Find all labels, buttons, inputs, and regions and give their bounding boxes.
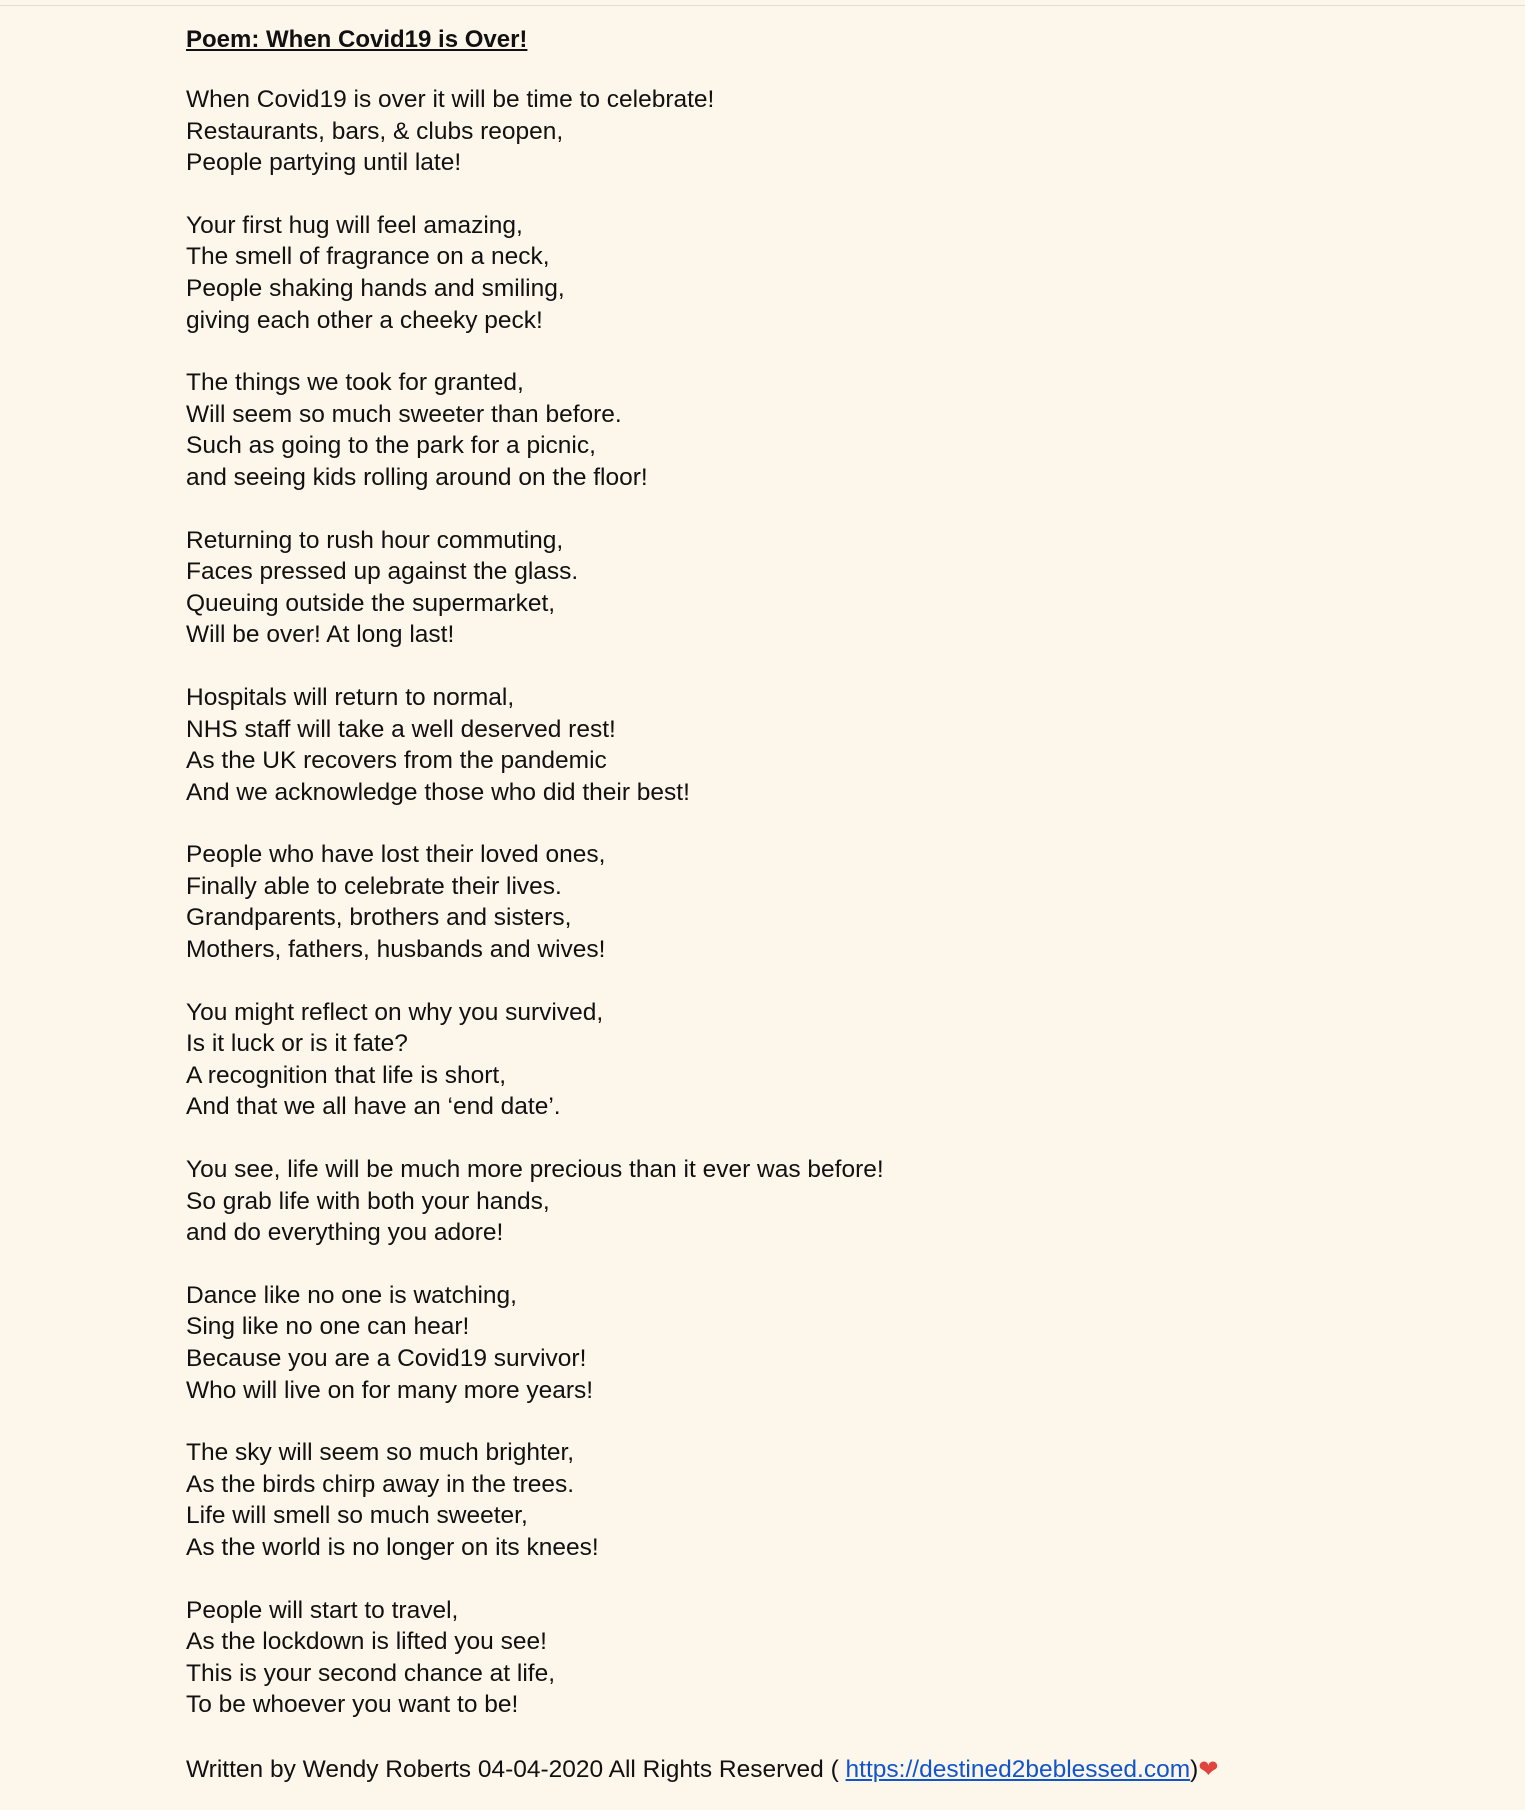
poem-line: You might reflect on why you survived, <box>186 998 604 1026</box>
poem-line: Your first hug will feel amazing, <box>186 211 523 239</box>
poem-line: Finally able to celebrate their lives. <box>186 872 562 900</box>
poem-line: As the lockdown is lifted you see! <box>186 1628 547 1656</box>
poem-line: Dance like no one is watching, <box>186 1281 517 1309</box>
poem-line: When Covid19 is over it will be time to celebrate! <box>186 86 715 113</box>
stanza <box>186 525 1386 651</box>
poem-line: To be whoever you want to be! <box>186 1691 519 1719</box>
poem-line: Restaurants, bars, & clubs reopen, <box>186 117 564 145</box>
poem-line: Is it luck or is it fate? <box>186 1030 408 1058</box>
poem-line: Grandparents, brothers and sisters, <box>186 904 572 932</box>
poem-line: So grab life with both your hands, <box>186 1187 550 1215</box>
poem-line: giving each other a cheeky peck! <box>186 306 543 334</box>
poem-line: Life will smell so much sweeter, <box>186 1502 528 1530</box>
poem-line: This is your second chance at life, <box>186 1659 556 1687</box>
poem-line: People partying until late! <box>186 149 462 177</box>
poem-line: Hospitals will return to normal, <box>186 683 515 711</box>
stanza <box>186 1280 1386 1406</box>
stanza <box>186 84 1386 179</box>
poem-line: People will start to travel, <box>186 1596 459 1624</box>
website-link[interactable]: https://destined2beblessed.com <box>845 1755 1191 1783</box>
top-border-line <box>0 5 1525 6</box>
poem-line: The things we took for granted, <box>186 369 524 397</box>
stanza <box>186 1154 1386 1249</box>
poem-line: As the birds chirp away in the trees. <box>186 1470 575 1498</box>
poem-line: And that we all have an ‘end date’. <box>186 1093 561 1121</box>
footer-credit-text: Written by Wendy Roberts 04-04-2020 All Rights Reserved ( <box>186 1755 846 1783</box>
heart-icon: ❤ <box>1198 1754 1219 1783</box>
poem-line: Mothers, fathers, husbands and wives! <box>186 936 606 964</box>
poem-line: Will be over! At long last! <box>186 621 455 649</box>
poem-line: The smell of fragrance on a neck, <box>186 243 550 271</box>
poem-line: And we acknowledge those who did their best! <box>186 778 690 806</box>
poem-line: Queuing outside the supermarket, <box>186 589 556 617</box>
poem-line: You see, life will be much more precious than it ever was before! <box>186 1156 884 1184</box>
stanza <box>186 997 1386 1123</box>
poem-line: People shaking hands and smiling, <box>186 274 565 302</box>
footer-closing-paren: ) <box>1190 1755 1199 1783</box>
poem-line: As the world is no longer on its knees! <box>186 1533 599 1561</box>
poem-line: Who will live on for many more years! <box>186 1376 594 1404</box>
poem-line: Sing like no one can hear! <box>186 1313 470 1341</box>
poem-line: As the UK recovers from the pandemic <box>186 747 607 775</box>
stanza <box>186 1595 1386 1721</box>
footer-credit <box>186 1752 1386 1787</box>
poem-line: Returning to rush hour commuting, <box>186 526 564 554</box>
poem-line: NHS staff will take a well deserved rest! <box>186 715 616 743</box>
poem-line: Faces pressed up against the glass. <box>186 558 579 586</box>
poem-title: Poem: When Covid19 is Over! <box>186 26 528 53</box>
poem-line: Will seem so much sweeter than before. <box>186 400 622 428</box>
poem-line: and do everything you adore! <box>186 1219 504 1247</box>
stanza <box>186 367 1386 493</box>
stanza <box>186 839 1386 965</box>
poem-line: Such as going to the park for a picnic, <box>186 432 596 460</box>
poem-line: and seeing kids rolling around on the floor! <box>186 463 648 491</box>
poem-body <box>186 84 1386 1721</box>
poem-line: People who have lost their loved ones, <box>186 841 606 869</box>
poem-line: A recognition that life is short, <box>186 1061 507 1089</box>
stanza <box>186 1437 1386 1563</box>
poem-line: Because you are a Covid19 survivor! <box>186 1345 587 1372</box>
stanza <box>186 210 1386 336</box>
poem-document <box>186 22 1386 1787</box>
poem-line: The sky will seem so much brighter, <box>186 1439 575 1467</box>
stanza <box>186 682 1386 808</box>
